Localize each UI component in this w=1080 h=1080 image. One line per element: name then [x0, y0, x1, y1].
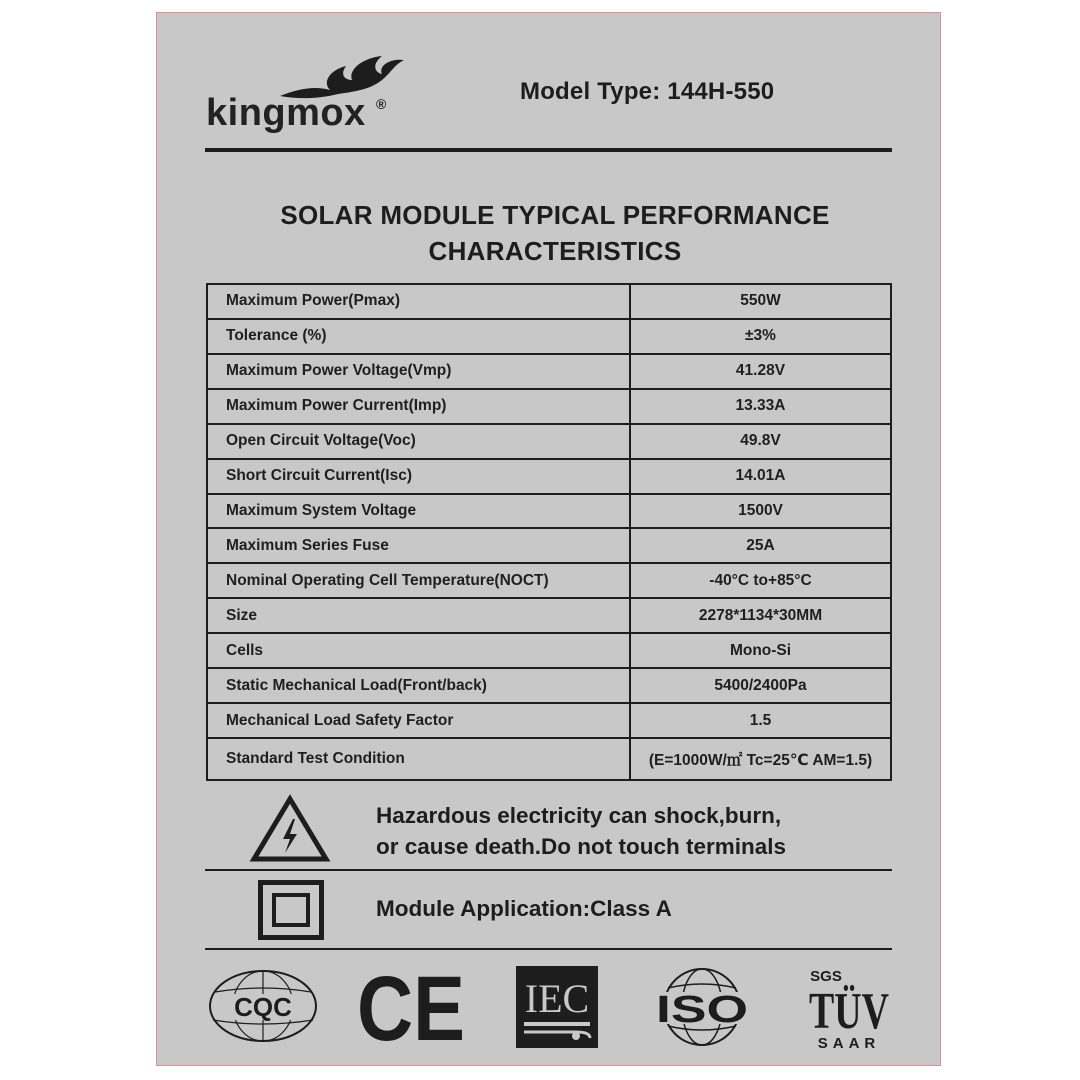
spec-value: -40°C to+85°C — [630, 563, 891, 598]
class-ii-double-insulation-icon — [258, 880, 324, 940]
registered-mark: ® — [376, 96, 387, 112]
table-row — [207, 459, 891, 494]
iso-text: ISO — [656, 989, 748, 1031]
table-row — [207, 354, 891, 389]
spec-label: Open Circuit Voltage(Voc) — [207, 424, 630, 459]
brand-name: kingmox — [206, 92, 366, 134]
spec-value: 25A — [630, 528, 891, 563]
cqc-text: CQC — [234, 992, 292, 1022]
spec-label: Cells — [207, 633, 630, 668]
spec-label: Nominal Operating Cell Temperature(NOCT) — [207, 563, 630, 598]
cqc-logo — [207, 968, 319, 1044]
tuv-saar-text: SAAR — [817, 1035, 881, 1052]
spec-value: 41.28V — [630, 354, 891, 389]
spec-label: Maximum Power(Pmax) — [207, 284, 630, 319]
ce-text: CE — [357, 958, 465, 1060]
spec-value: ±3% — [630, 319, 891, 354]
spec-value: 2278*1134*30MM — [630, 598, 891, 633]
spec-value: Mono-Si — [630, 633, 891, 668]
module-application: Module Application:Class A — [376, 896, 672, 921]
table-row — [207, 738, 891, 780]
table-row — [207, 703, 891, 738]
spec-value: 550W — [630, 284, 891, 319]
hazard-warning-line1: Hazardous electricity can shock,burn, — [376, 803, 782, 828]
table-row — [207, 633, 891, 668]
spec-value: 49.8V — [630, 424, 891, 459]
spec-label: Maximum Series Fuse — [207, 528, 630, 563]
hazard-warning-line2: or cause death.Do not touch terminals — [376, 834, 787, 859]
iec-text: IEC — [524, 976, 590, 1021]
spec-label: Maximum Power Current(Imp) — [207, 389, 630, 424]
spec-value: 1500V — [630, 494, 891, 529]
spec-label: Mechanical Load Safety Factor — [207, 703, 630, 738]
spec-label: Standard Test Condition — [207, 738, 630, 780]
table-row — [207, 424, 891, 459]
table-row — [207, 319, 891, 354]
tuv-saar-logo — [806, 964, 892, 1052]
table-row — [207, 494, 891, 529]
brand-logo — [206, 52, 406, 144]
page-title-line1: SOLAR MODULE TYPICAL PERFORMANCE — [280, 200, 830, 230]
iec-logo — [516, 966, 598, 1048]
spec-label: Maximum System Voltage — [207, 494, 630, 529]
high-voltage-warning-icon — [250, 795, 330, 863]
page-title-line2: CHARACTERISTICS — [428, 236, 682, 266]
spec-value: (E=1000W/㎡ Tc=25℃ AM=1.5) — [630, 738, 891, 780]
spec-value: 1.5 — [630, 703, 891, 738]
model-type: Model Type: 144H-550 — [520, 78, 775, 105]
spec-value: 14.01A — [630, 459, 891, 494]
table-row — [207, 284, 891, 319]
spec-value: 13.33A — [630, 389, 891, 424]
spec-label: Size — [207, 598, 630, 633]
table-row — [207, 389, 891, 424]
iso-logo — [652, 966, 752, 1048]
hazard-warning — [376, 800, 786, 862]
tuv-main-text: TÜV — [809, 983, 889, 1040]
header-divider — [205, 148, 892, 152]
ce-logo — [357, 958, 469, 1060]
spec-label: Static Mechanical Load(Front/back) — [207, 668, 630, 703]
table-row — [207, 668, 891, 703]
table-row — [207, 528, 891, 563]
tuv-sgs-text: SGS — [810, 968, 842, 985]
table-row — [207, 563, 891, 598]
spec-label: Short Circuit Current(Isc) — [207, 459, 630, 494]
spec-label: Maximum Power Voltage(Vmp) — [207, 354, 630, 389]
spec-table — [206, 283, 892, 781]
spec-value: 5400/2400Pa — [630, 668, 891, 703]
application-divider — [205, 948, 892, 950]
warning-divider — [205, 869, 892, 871]
table-row — [207, 598, 891, 633]
spec-label: Tolerance (%) — [207, 319, 630, 354]
